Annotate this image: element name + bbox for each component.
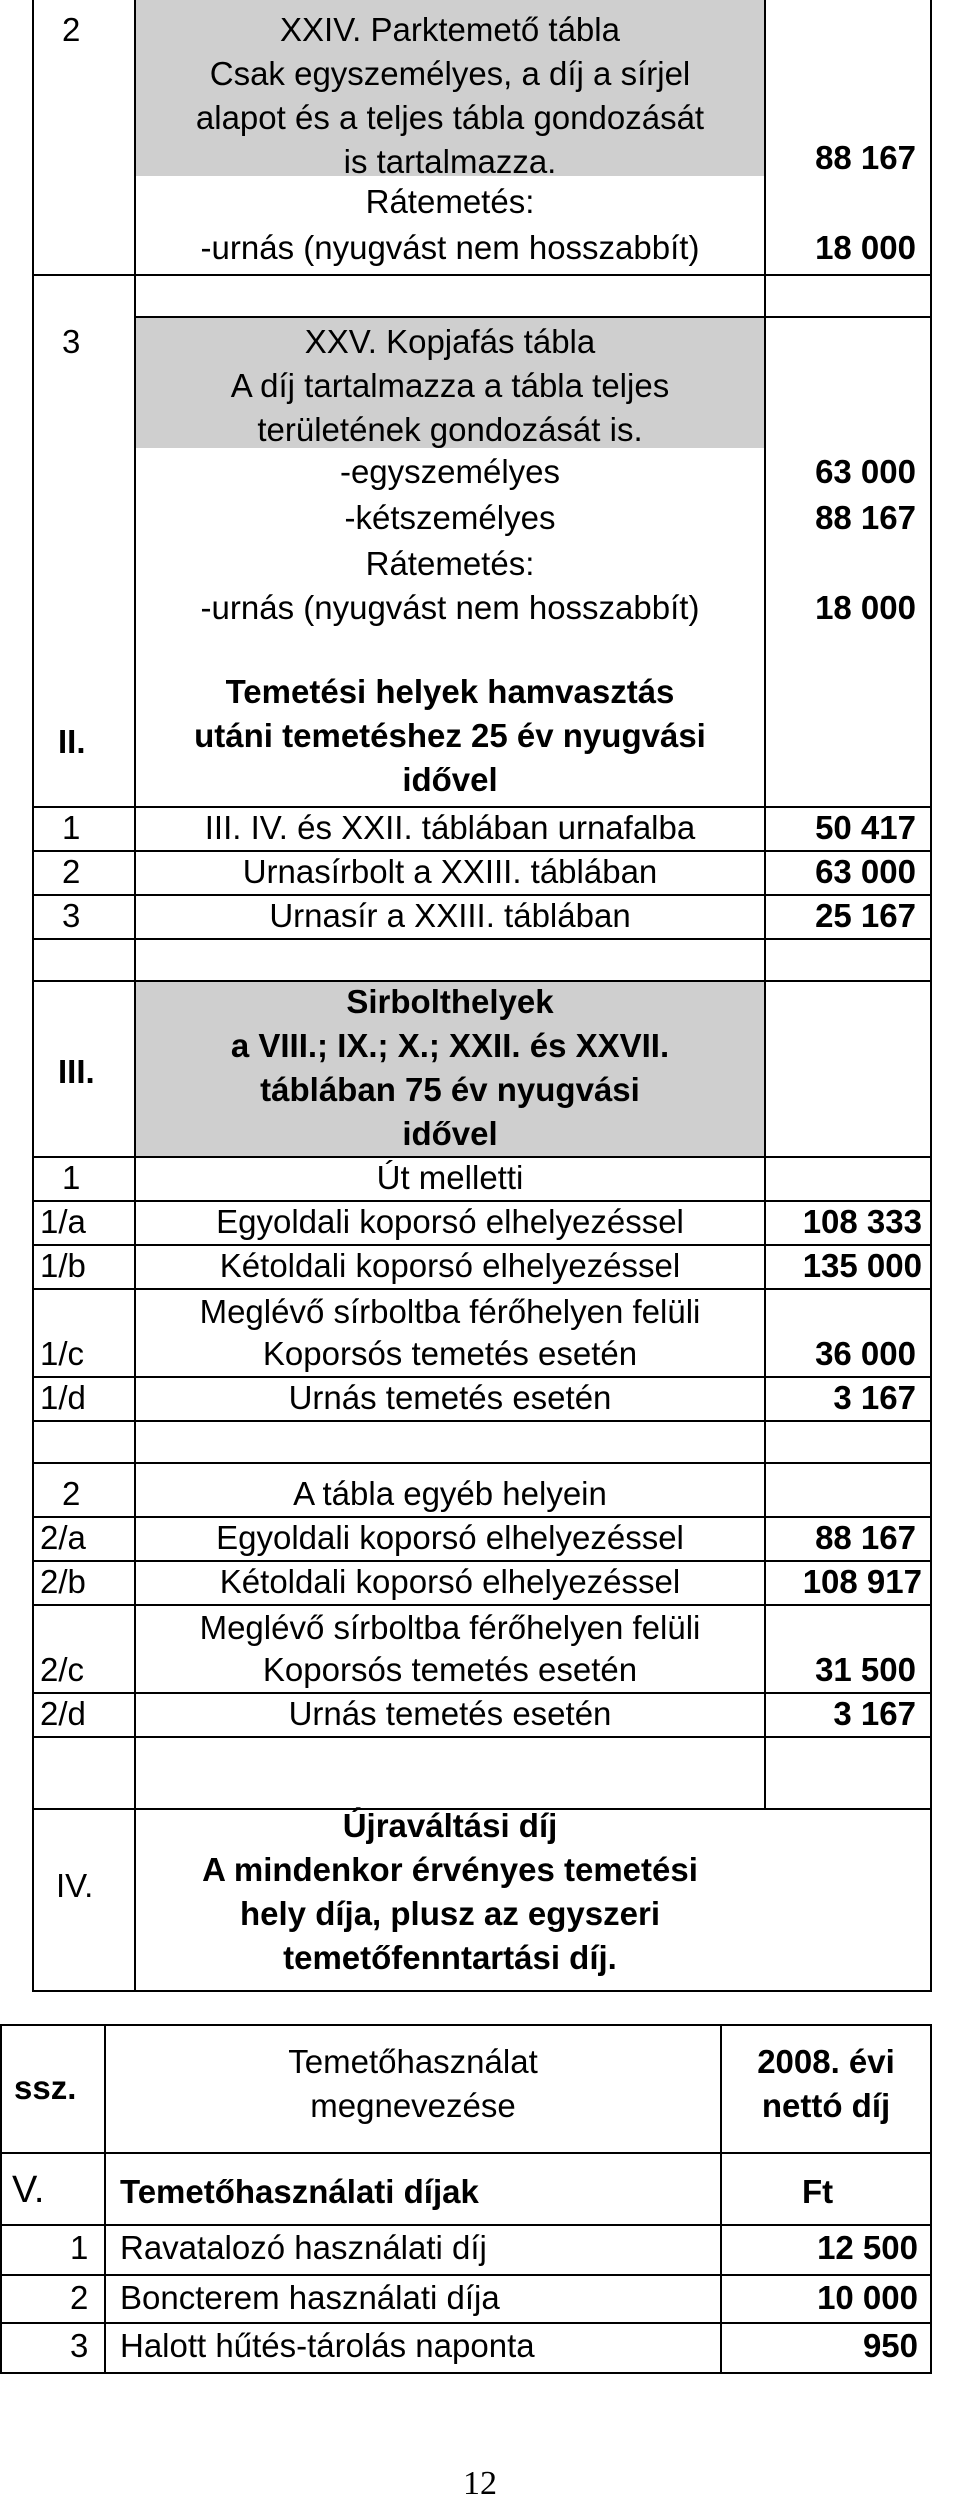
section-ii-row-price: 63 000: [815, 853, 916, 890]
table2-right-border: [930, 2024, 932, 2374]
section-ii-row-price: 25 167: [815, 897, 916, 934]
table2-row-label: Boncterem használati díja: [120, 2279, 500, 2316]
row-line: [32, 1420, 932, 1422]
group1-label: Út melletti: [376, 1159, 524, 1196]
section-ii-row-label: Urnasírbolt a XXIII. táblában: [242, 853, 658, 890]
group1-row-price: 135 000: [802, 1247, 922, 1284]
group1-row-price: 108 333: [802, 1203, 922, 1240]
group1-row-num: 1/d: [40, 1379, 86, 1416]
row-line: [32, 1736, 932, 1738]
table2-row-num: 3: [70, 2327, 89, 2364]
group2-note: Meglévő sírboltba férőhelyen felüli: [199, 1609, 701, 1646]
xxv-double-price: 88 167: [815, 499, 916, 536]
section-ii-row-num: 2: [62, 853, 81, 890]
section-v-roman: V.: [12, 2169, 45, 2211]
table2-row-label: Halott hűtés-tárolás naponta: [120, 2327, 535, 2364]
row-line: [32, 274, 932, 276]
xxiv-rate-label: Rátemetés:: [365, 183, 535, 220]
table2-bottom-border: [0, 2372, 932, 2374]
table2-row-price: 12 500: [817, 2229, 918, 2266]
xxv-urn-label: -urnás (nyugvást nem hosszabbít): [200, 589, 700, 626]
group2-row-price: 108 917: [802, 1563, 922, 1600]
table2-header-ssz: ssz.: [14, 2069, 77, 2106]
group1-row-price: 36 000: [815, 1335, 916, 1372]
group2-row-label: Urnás temetés esetén: [288, 1695, 612, 1732]
section-ii-row-label: III. IV. és XXII. táblában urnafalba: [204, 809, 696, 846]
table1-bottom-border: [32, 1990, 932, 1992]
table2-row-num: 1: [70, 2229, 89, 2266]
row-line: [32, 938, 932, 940]
section-iii-title: Sirbolthelyek a VIII.; IX.; X.; XXII. és XXVII. táblában 75 év nyugvási idővel: [230, 983, 670, 1152]
group1-row-label: Urnás temetés esetén: [288, 1379, 612, 1416]
group2-row-label: Egyoldali koporsó elhelyezéssel: [216, 1519, 684, 1556]
table2-row-label: Ravatalozó használati díj: [120, 2229, 487, 2266]
group2-row-price: 31 500: [815, 1651, 916, 1688]
table2-row-line: [0, 2152, 932, 2154]
table2-row-price: 950: [862, 2327, 918, 2364]
table2-header-name: Temetőhasználat megnevezése: [288, 2043, 538, 2124]
section-v-unit: Ft: [802, 2173, 834, 2210]
group2-row-num: 2/d: [40, 1695, 86, 1732]
xxv-number: 3: [62, 323, 81, 360]
group1-row-label: Kétoldali koporsó elhelyezéssel: [219, 1247, 681, 1284]
row-line: [32, 1462, 932, 1464]
section-ii-row-price: 50 417: [815, 809, 916, 846]
section-ii-title: Temetési helyek hamvasztás utáni temetéshez 25 év nyugvási idővel: [194, 673, 706, 798]
group1-row-num: 1/c: [40, 1335, 85, 1372]
xxv-rate-label: Rátemetés:: [365, 545, 535, 582]
group1-note: Meglévő sírboltba férőhelyen felüli: [199, 1293, 701, 1330]
table2-header-price: 2008. évi nettó díj: [757, 2043, 895, 2124]
table2-top-border: [0, 2024, 932, 2026]
xxiv-number: 2: [62, 11, 81, 48]
xxiv-urn-label: -urnás (nyugvást nem hosszabbít): [200, 229, 700, 266]
group2-row-num: 2/b: [40, 1563, 86, 1600]
group2-row-label: Koporsós temetés esetén: [262, 1651, 638, 1688]
section-ii-row-label: Urnasír a XXIII. táblában: [269, 897, 631, 934]
group2-row-label: Kétoldali koporsó elhelyezéssel: [219, 1563, 681, 1600]
table2-row-num: 2: [70, 2279, 89, 2316]
group1-number: 1: [62, 1159, 81, 1196]
row-line: [134, 316, 932, 318]
xxv-title: XXV. Kopjafás tábla A díj tartalmazza a tábla teljes területének gondozását is.: [230, 323, 670, 448]
group1-row-price: 3 167: [833, 1379, 916, 1416]
group1-row-label: Koporsós temetés esetén: [262, 1335, 638, 1372]
group2-row-num: 2/a: [40, 1519, 86, 1556]
group2-number: 2: [62, 1475, 81, 1512]
page-number: 12: [463, 2465, 497, 2502]
xxv-single-label: -egyszemélyes: [339, 453, 561, 490]
section-iv-text: Újraváltási díj A mindenkor érvényes temetési hely díja, plusz az egyszeri temetőfenntartási díj.: [202, 1807, 698, 1976]
group1-row-label: Egyoldali koporsó elhelyezéssel: [216, 1203, 684, 1240]
xxiv-price: 88 167: [815, 139, 916, 176]
group1-row-num: 1/b: [40, 1247, 86, 1284]
group2-label: A tábla egyéb helyein: [293, 1475, 607, 1512]
group1-row-num: 1/a: [40, 1203, 86, 1240]
section-ii-row-num: 3: [62, 897, 81, 934]
table2-row-price: 10 000: [817, 2279, 918, 2316]
group2-row-num: 2/c: [40, 1651, 85, 1688]
xxiv-title: XXIV. Parktemető tábla Csak egyszemélyes, a díj a sírjel alapot és a teljes tábla gondozását is tartalmazza.: [195, 11, 705, 180]
xxv-double-label: -kétszemélyes: [344, 499, 556, 536]
xxiv-urn-price: 18 000: [815, 229, 916, 266]
section-ii-row-num: 1: [62, 809, 81, 846]
table2-left-border: [0, 2024, 2, 2374]
section-iii-roman: III.: [58, 1053, 95, 1090]
group2-row-price: 3 167: [833, 1695, 916, 1732]
group2-row-price: 88 167: [815, 1519, 916, 1556]
xxv-single-price: 63 000: [815, 453, 916, 490]
section-v-title: Temetőhasználati díjak: [120, 2173, 479, 2210]
section-iv-roman: IV.: [56, 1867, 94, 1904]
section-ii-roman: II.: [58, 723, 86, 760]
xxv-urn-price: 18 000: [815, 589, 916, 626]
